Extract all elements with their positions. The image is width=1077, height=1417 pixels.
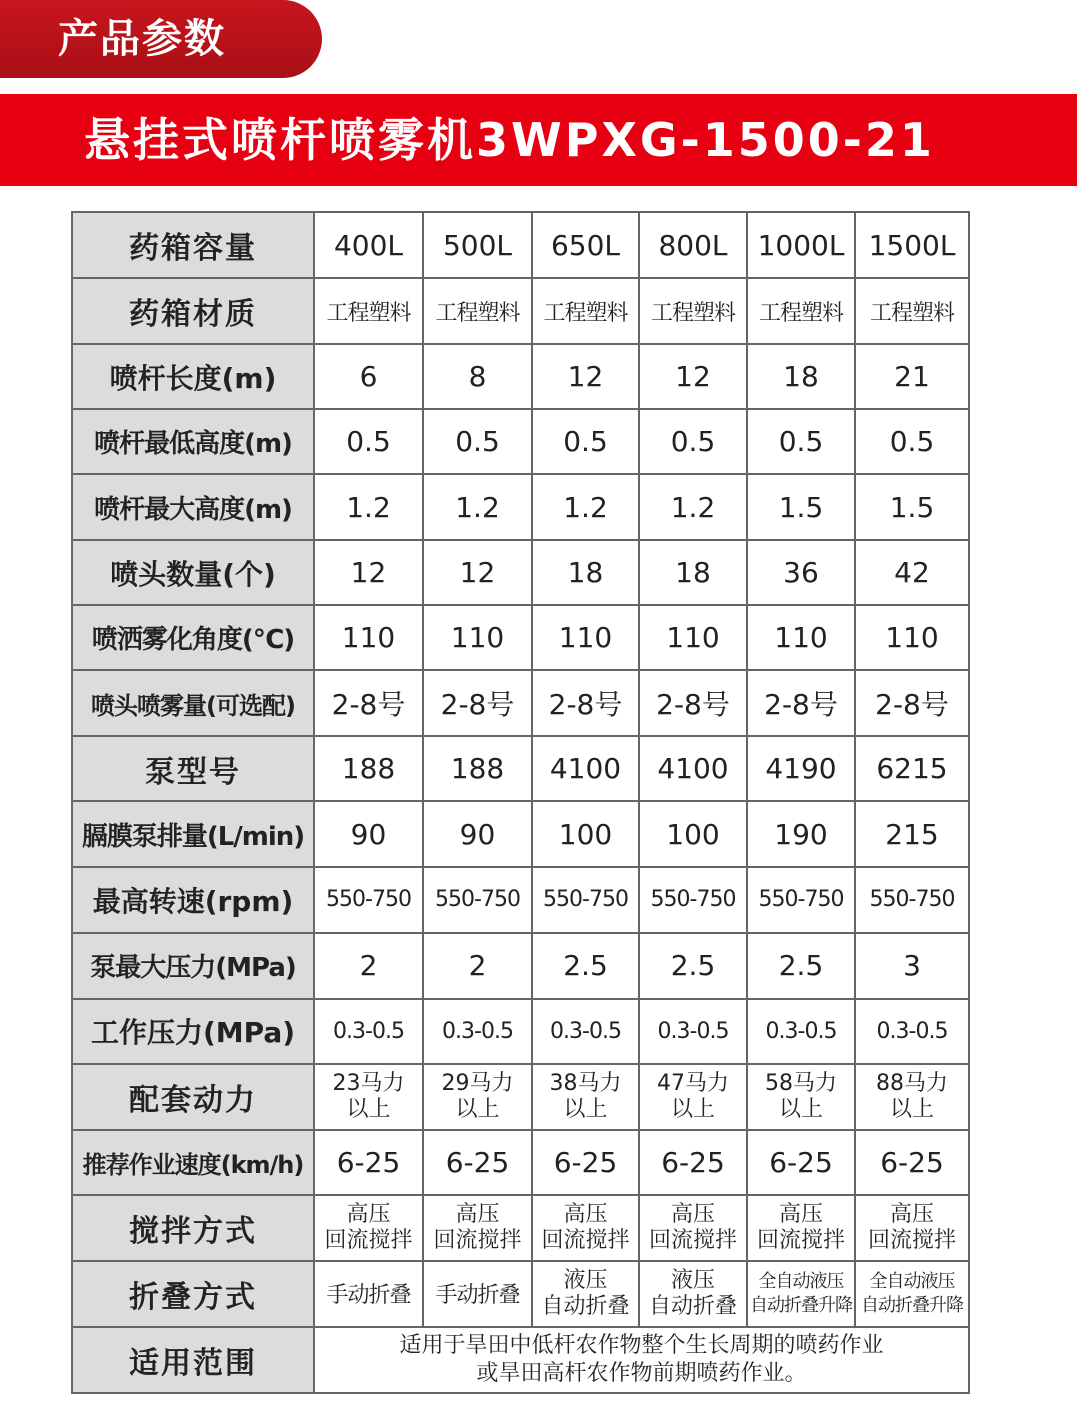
value-line: 以上 xyxy=(563,1096,608,1122)
value-line: 58马力 xyxy=(765,1070,837,1096)
value-line: 23马力 xyxy=(332,1070,405,1096)
cell-value: 190 xyxy=(747,801,855,867)
value-line: 自动折叠升降 xyxy=(861,1294,963,1316)
cell-value: 2-8号 xyxy=(423,670,532,736)
row-label: 泵最大压力(MPa) xyxy=(72,933,314,999)
cell-value xyxy=(532,1261,639,1327)
cell-value: 12 xyxy=(314,540,423,605)
value-line: 高压 xyxy=(563,1201,608,1227)
cell-value: 550-750 xyxy=(855,867,969,932)
cell-value xyxy=(314,1195,423,1261)
cell-value xyxy=(423,1064,532,1130)
value-line: 液压 xyxy=(563,1267,608,1293)
table-row xyxy=(72,1064,969,1130)
table-row xyxy=(72,605,969,670)
cell-value: 1500L xyxy=(855,212,969,278)
cell-value: 110 xyxy=(639,605,747,670)
value-line: 回流搅拌 xyxy=(756,1227,845,1253)
cell-value: 800L xyxy=(639,212,747,278)
cell-value: 0.3-0.5 xyxy=(314,999,423,1064)
value-line: 手动折叠 xyxy=(326,1283,411,1309)
cell-value: 工程塑料 xyxy=(639,278,747,344)
cell-value: 215 xyxy=(855,801,969,867)
cell-value: 110 xyxy=(314,605,423,670)
cell-value: 400L xyxy=(314,212,423,278)
cell-value: 6-25 xyxy=(314,1130,423,1195)
product-title-bar: 悬挂式喷杆喷雾机3WPXG-1500-21 xyxy=(0,94,1077,186)
cell-value: 6-25 xyxy=(855,1130,969,1195)
cell-value: 0.3-0.5 xyxy=(639,999,747,1064)
section-title-tab: 产品参数 xyxy=(0,0,322,78)
row-label: 适用范围 xyxy=(72,1327,314,1393)
row-label: 配套动力 xyxy=(72,1064,314,1130)
cell-value: 90 xyxy=(423,801,532,867)
cell-value: 2 xyxy=(314,933,423,999)
cell-value: 6-25 xyxy=(747,1130,855,1195)
cell-value: 550-750 xyxy=(532,867,639,932)
row-label: 喷洒雾化角度(℃) xyxy=(72,605,314,670)
cell-value xyxy=(747,1261,855,1327)
cell-value: 0.5 xyxy=(314,409,423,474)
row-label: 折叠方式 xyxy=(72,1261,314,1327)
cell-value: 4100 xyxy=(639,736,747,801)
cell-value: 110 xyxy=(532,605,639,670)
row-label: 搅拌方式 xyxy=(72,1195,314,1261)
cell-value: 8 xyxy=(423,344,532,409)
cell-value: 36 xyxy=(747,540,855,605)
table-row xyxy=(72,801,969,867)
cell-value xyxy=(532,1195,639,1261)
value-line: 液压 xyxy=(670,1267,715,1293)
cell-value: 188 xyxy=(314,736,423,801)
cell-value: 4100 xyxy=(532,736,639,801)
cell-value: 1.2 xyxy=(532,474,639,540)
cell-value: 650L xyxy=(532,212,639,278)
cell-value: 18 xyxy=(747,344,855,409)
row-label: 喷杆长度(m) xyxy=(72,344,314,409)
cell-value: 550-750 xyxy=(747,867,855,932)
cell-value: 12 xyxy=(532,344,639,409)
table-row xyxy=(72,736,969,801)
cell-value: 0.3-0.5 xyxy=(747,999,855,1064)
cell-value: 3 xyxy=(855,933,969,999)
cell-value: 2-8号 xyxy=(747,670,855,736)
value-line: 回流搅拌 xyxy=(867,1227,956,1253)
value-line: 47马力 xyxy=(657,1070,729,1096)
value-line: 回流搅拌 xyxy=(433,1227,522,1253)
value-line: 以上 xyxy=(455,1096,500,1122)
table-row xyxy=(72,933,969,999)
cell-value: 1.5 xyxy=(855,474,969,540)
value-line: 回流搅拌 xyxy=(541,1227,630,1253)
cell-value: 4190 xyxy=(747,736,855,801)
cell-value: 1.2 xyxy=(423,474,532,540)
cell-value: 2-8号 xyxy=(639,670,747,736)
cell-value: 2.5 xyxy=(532,933,639,999)
value-line: 高压 xyxy=(455,1201,500,1227)
value-line: 29马力 xyxy=(441,1070,514,1096)
row-label: 喷头喷雾量(可选配) xyxy=(72,670,314,736)
cell-value xyxy=(747,1064,855,1130)
value-line: 以上 xyxy=(346,1096,391,1122)
row-label: 推荐作业速度(km/h) xyxy=(72,1130,314,1195)
cell-value: 110 xyxy=(855,605,969,670)
cell-value: 工程塑料 xyxy=(855,278,969,344)
value-line: 手动折叠 xyxy=(435,1283,520,1309)
table-row xyxy=(72,670,969,736)
row-label: 药箱材质 xyxy=(72,278,314,344)
row-label: 喷头数量(个) xyxy=(72,540,314,605)
cell-value: 工程塑料 xyxy=(423,278,532,344)
row-label: 药箱容量 xyxy=(72,212,314,278)
cell-value: 0.3-0.5 xyxy=(532,999,639,1064)
cell-value xyxy=(314,1261,423,1327)
table-row xyxy=(72,999,969,1064)
value-line: 全自动液压 xyxy=(869,1270,955,1292)
value-line: 以上 xyxy=(889,1096,934,1122)
table-row xyxy=(72,1327,969,1393)
cell-value xyxy=(639,1195,747,1261)
cell-value xyxy=(423,1261,532,1327)
cell-value: 1.5 xyxy=(747,474,855,540)
table-row xyxy=(72,867,969,932)
cell-value: 100 xyxy=(639,801,747,867)
table-row xyxy=(72,212,969,278)
cell-value: 0.3-0.5 xyxy=(423,999,532,1064)
row-label: 膈膜泵排量(L/min) xyxy=(72,801,314,867)
cell-value: 1.2 xyxy=(639,474,747,540)
cell-value: 0.5 xyxy=(423,409,532,474)
value-line: 全自动液压 xyxy=(758,1270,844,1292)
cell-value xyxy=(855,1195,969,1261)
spec-table xyxy=(71,211,970,1394)
row-label: 工作压力(MPa) xyxy=(72,999,314,1064)
cell-value: 0.5 xyxy=(855,409,969,474)
cell-value: 550-750 xyxy=(423,867,532,932)
cell-value xyxy=(855,1064,969,1130)
table-row xyxy=(72,344,969,409)
cell-value xyxy=(532,1064,639,1130)
table-row xyxy=(72,1261,969,1327)
cell-value xyxy=(639,1261,747,1327)
cell-value: 12 xyxy=(423,540,532,605)
value-line: 高压 xyxy=(670,1201,715,1227)
row-label: 喷杆最大高度(m) xyxy=(72,474,314,540)
cell-value: 21 xyxy=(855,344,969,409)
cell-value: 6215 xyxy=(855,736,969,801)
value-line: 或旱田高杆农作物前期喷药作业。 xyxy=(476,1360,807,1386)
value-line: 高压 xyxy=(346,1201,391,1227)
cell-value: 2-8号 xyxy=(855,670,969,736)
table-row xyxy=(72,1130,969,1195)
cell-value: 6 xyxy=(314,344,423,409)
cell-value: 0.5 xyxy=(747,409,855,474)
row-label: 喷杆最低高度(m) xyxy=(72,409,314,474)
row-label: 最高转速(rpm) xyxy=(72,867,314,932)
cell-value xyxy=(423,1195,532,1261)
row-span-value xyxy=(314,1327,969,1393)
table-row xyxy=(72,474,969,540)
cell-value: 110 xyxy=(423,605,532,670)
table-row xyxy=(72,278,969,344)
cell-value xyxy=(314,1064,423,1130)
cell-value: 0.3-0.5 xyxy=(855,999,969,1064)
table-row xyxy=(72,1195,969,1261)
cell-value: 2.5 xyxy=(639,933,747,999)
value-line: 自动折叠升降 xyxy=(750,1294,852,1316)
cell-value: 18 xyxy=(532,540,639,605)
cell-value: 42 xyxy=(855,540,969,605)
cell-value: 90 xyxy=(314,801,423,867)
cell-value: 6-25 xyxy=(532,1130,639,1195)
value-line: 回流搅拌 xyxy=(324,1227,413,1253)
row-label: 泵型号 xyxy=(72,736,314,801)
cell-value: 2-8号 xyxy=(314,670,423,736)
cell-value: 1.2 xyxy=(314,474,423,540)
cell-value xyxy=(855,1261,969,1327)
cell-value: 100 xyxy=(532,801,639,867)
cell-value: 0.5 xyxy=(639,409,747,474)
cell-value: 188 xyxy=(423,736,532,801)
table-row xyxy=(72,409,969,474)
cell-value: 2-8号 xyxy=(532,670,639,736)
cell-value: 1000L xyxy=(747,212,855,278)
cell-value: 2.5 xyxy=(747,933,855,999)
spec-table-container xyxy=(71,211,968,1394)
cell-value: 500L xyxy=(423,212,532,278)
value-line: 38马力 xyxy=(549,1070,622,1096)
value-line: 高压 xyxy=(889,1201,934,1227)
cell-value: 110 xyxy=(747,605,855,670)
cell-value: 550-750 xyxy=(639,867,747,932)
value-line: 88马力 xyxy=(876,1070,948,1096)
cell-value: 工程塑料 xyxy=(314,278,423,344)
value-line: 回流搅拌 xyxy=(648,1227,737,1253)
value-line: 以上 xyxy=(670,1096,715,1122)
cell-value: 0.5 xyxy=(532,409,639,474)
cell-value: 12 xyxy=(639,344,747,409)
cell-value: 6-25 xyxy=(423,1130,532,1195)
cell-value: 2 xyxy=(423,933,532,999)
value-line: 高压 xyxy=(778,1201,823,1227)
value-line: 自动折叠 xyxy=(541,1293,630,1319)
cell-value: 18 xyxy=(639,540,747,605)
cell-value: 6-25 xyxy=(639,1130,747,1195)
table-row xyxy=(72,540,969,605)
value-line: 适用于旱田中低杆农作物整个生长周期的喷药作业 xyxy=(399,1332,884,1358)
cell-value xyxy=(747,1195,855,1261)
cell-value xyxy=(639,1064,747,1130)
cell-value: 550-750 xyxy=(314,867,423,932)
cell-value: 工程塑料 xyxy=(532,278,639,344)
value-line: 以上 xyxy=(778,1096,823,1122)
cell-value: 工程塑料 xyxy=(747,278,855,344)
value-line: 自动折叠 xyxy=(648,1293,737,1319)
